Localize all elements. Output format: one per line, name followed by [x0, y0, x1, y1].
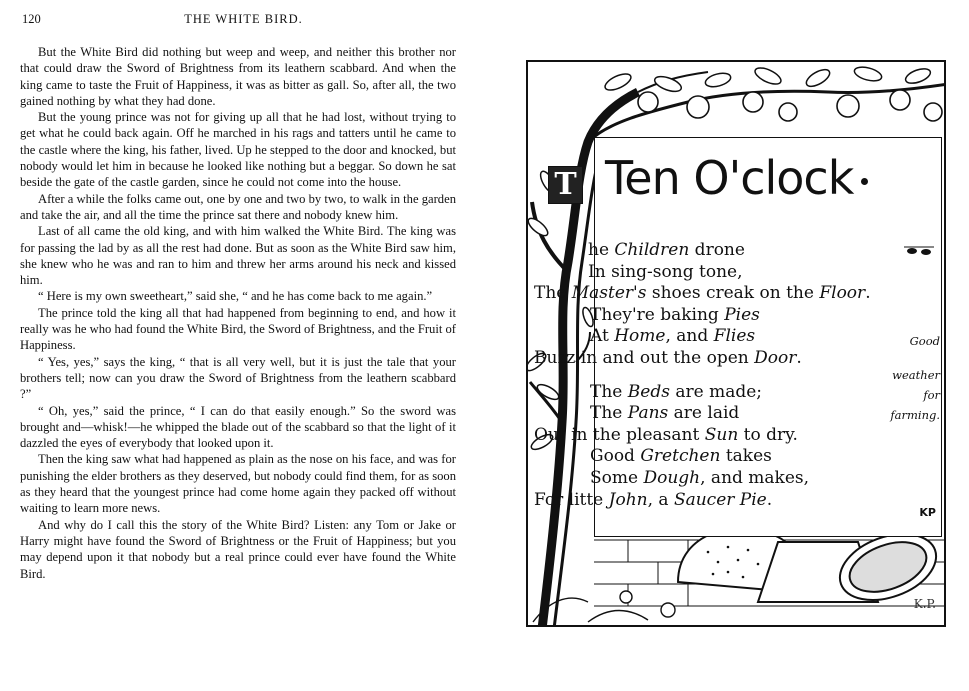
artist-monogram: K.P. [913, 597, 936, 611]
page-number: 120 [22, 12, 41, 26]
paragraph: Last of all came the old king, and with him walked the White Bird. The king was for passing the lad by as all the rest had done. But as soon as the White Bird saw him, she knew who he was and ran to him and threw her arms around his neck and kissed him. [20, 224, 456, 288]
poem-line-5: At Home, and Flies [590, 326, 756, 347]
title-dot [861, 178, 868, 185]
paragraph: But the young prince was not for giving up all that he had lost, without trying to get what he could back again. Off he marched in his rags and tatters until he came to the castle where the king, his father, lived. Up he stepped to the door and knocked, but nobody would let him in because he looked like nothing but a beggar. So down he sat beside the gate of the castle garden, since he could not come into the house. [20, 110, 456, 190]
paragraph: “ Yes, yes,” says the king, “ that is all very well, but it is just the tale that your brothers tell; now can you draw the Sword of Brightness from the leathern scabbard ?” [20, 354, 456, 402]
poem-line-4: They're baking Pies [590, 304, 760, 325]
paragraph: The prince told the king all that had happened from beginning to end, and how it really was he who had found the White Bird, the Sword of Brightness, and the Fruit of Happiness. [20, 305, 456, 353]
margin-note-line: farming. [890, 408, 940, 422]
running-title: THE WHITE BIRD. [184, 12, 303, 26]
illustration-frame [526, 60, 946, 627]
poem-line-9: Out in the pleasant Sun to dry. [534, 424, 798, 445]
story-text [20, 44, 456, 582]
poem-line-3: The Master's shoes creak on the Floor. [534, 283, 871, 304]
paragraph: “ Here is my own sweetheart,” said she, “ and he has come back to me again.” [38, 289, 433, 304]
paragraph: After a while the folks came out, one by one and two by two, to walk in the garden and take the air, and all the time the prince sat there and nobody knew him. [20, 191, 456, 222]
margin-note-line: Good [909, 334, 940, 348]
right-page [485, 0, 969, 691]
margin-note-line: weather [892, 368, 940, 382]
poem-line-8: The Pans are laid [590, 403, 740, 424]
poem-title: Ten O'clock [605, 152, 868, 204]
stanza-gap [534, 370, 874, 382]
fruit-drawing [638, 90, 942, 121]
paragraph: And why do I call this the story of the White Bird? Listen: any Tom or Jake or Harry might have found the Sword of Brightness or the Fruit of Happiness; but you may depend upon it that nobody but a real prince could ever have found the White Bird. [20, 517, 456, 581]
poem-line-11: Some Dough, and makes, [590, 467, 810, 488]
poem-text [534, 240, 874, 511]
poem-line-12: For litte John, a Saucer Pie. [534, 489, 773, 510]
paragraph: “ Oh, yes,” said the prince, “ I can do that easily enough.” So the sword was brought and—whisk!—he whipped the blade out of the scabbard so that the light of it dazzled the eyes of everybody that looked upon it. [20, 403, 456, 451]
poem-line-6: Buzz in and out the open Door. [534, 347, 802, 368]
poem-initials: KP [919, 506, 936, 519]
paragraph: Then the king saw what had happened as plain as the nose on his face, and was for punishing the elder brothers as they deserved, but nobody could find them, for as soon as they heard that the youngest prince had come home again they packed off without waiting to learn more news. [20, 452, 456, 516]
paragraph: But the White Bird did nothing but weep and weep, and neither this brother nor that could draw the Sword of Brightness from its leathern scabbard. And when the king came to taste the Fruit of Happiness, it was as bitter as gall. So, after all, the two gained nothing by what they had done. [20, 45, 456, 108]
poem-line-7: The Beds are made; [590, 381, 762, 402]
poem-line-2: In sing-song tone, [588, 261, 743, 282]
poem-line-10: Good Gretchen takes [590, 446, 772, 467]
poem-line-1: he Children drone [588, 240, 745, 260]
fly-icon [904, 244, 934, 258]
margin-note-line: for [923, 388, 940, 402]
margin-note [880, 334, 940, 428]
running-head [22, 12, 465, 28]
drop-cap-letter: T [548, 166, 583, 204]
